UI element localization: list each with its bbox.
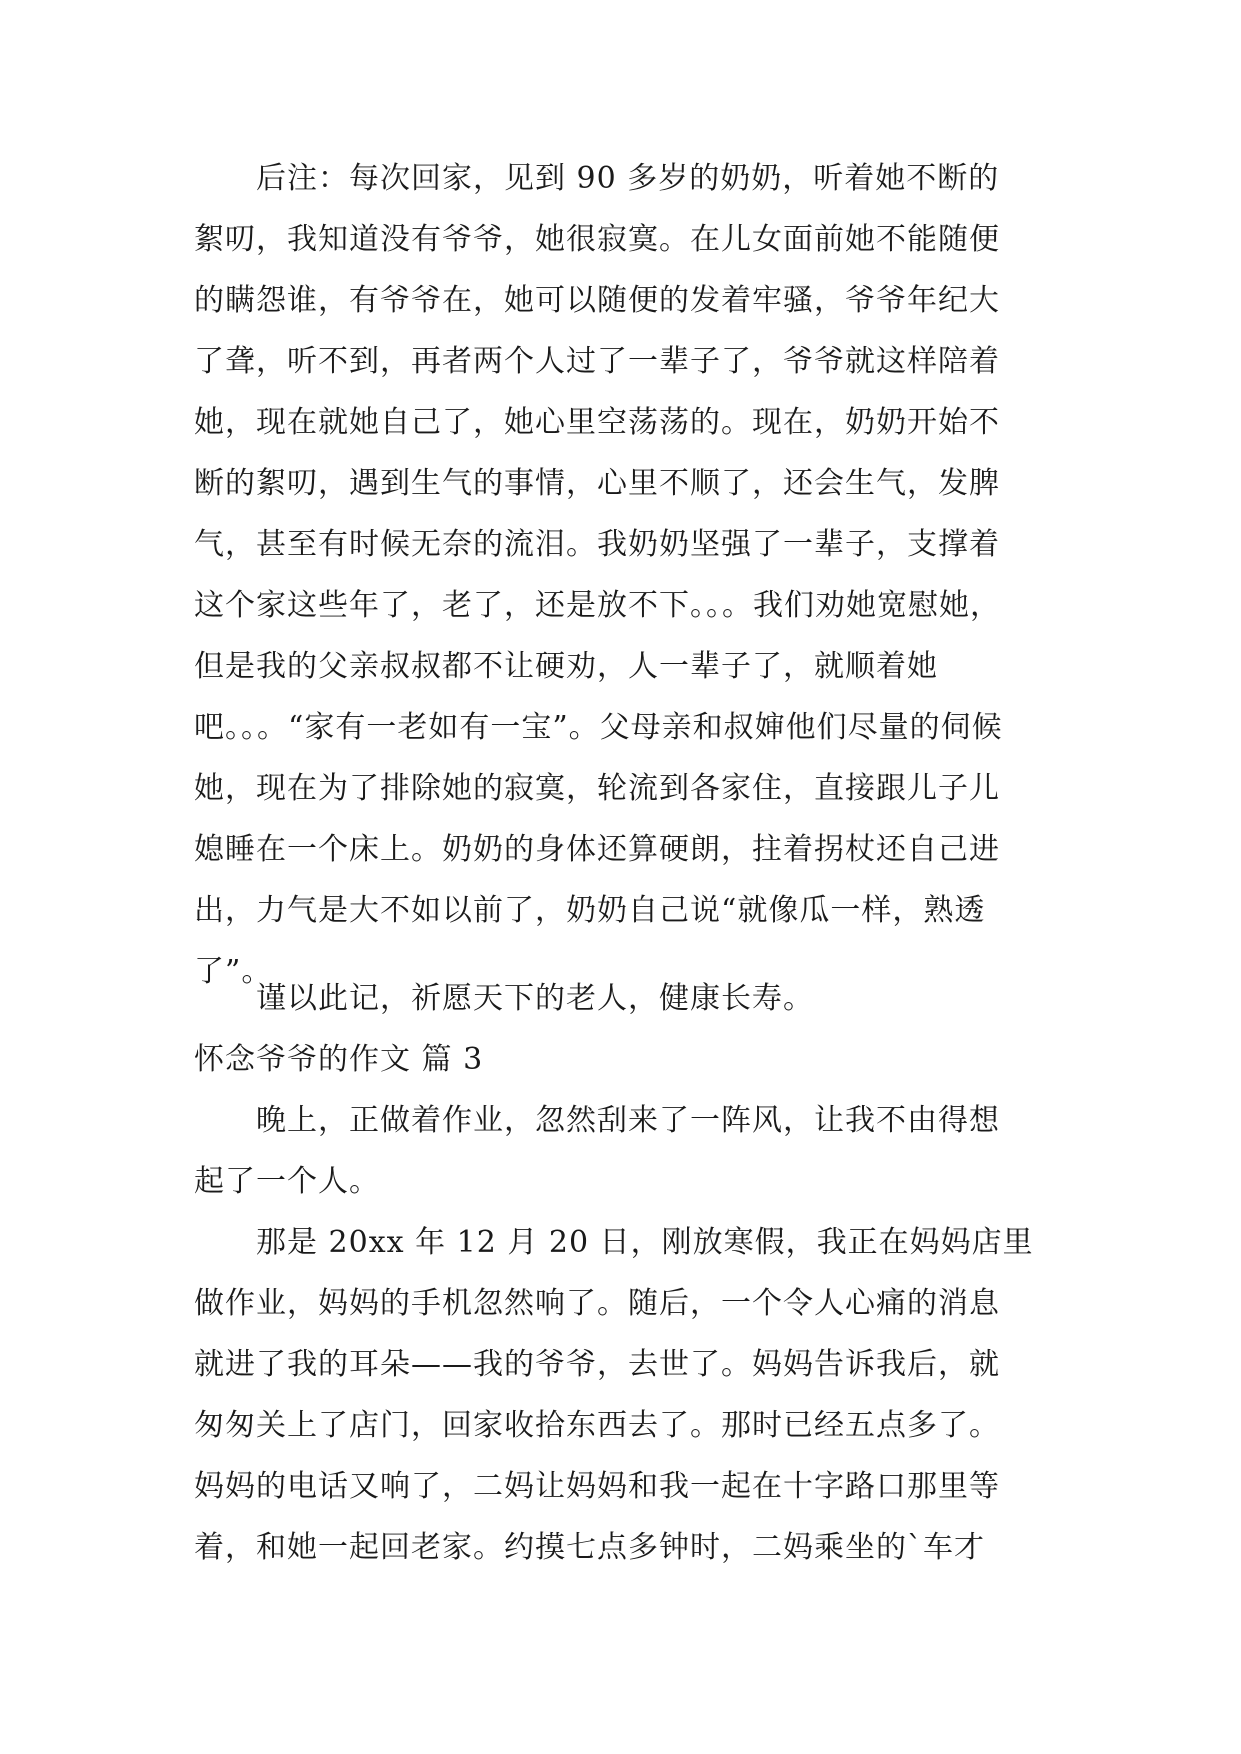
- paragraph-afterword: [194, 148, 1054, 1002]
- paragraph-line: 的瞒怨谁，有爷爷在，她可以随便的发着牢骚，爷爷年纪大: [194, 283, 1000, 318]
- section-title: [194, 1029, 1054, 1090]
- paragraph-dedication: [194, 968, 1054, 1029]
- paragraph-line: 做作业，妈妈的手机忽然响了。随后，一个令人心痛的消息: [194, 1286, 1000, 1321]
- section-heading: 怀念爷爷的作文 篇 3: [194, 1042, 484, 1077]
- paragraph-line: 媳睡在一个床上。奶奶的身体还算硬朗，拄着拐杖还自己进: [194, 832, 1000, 867]
- paragraph-line: 她，现在就她自己了，她心里空荡荡的。现在，奶奶开始不: [194, 405, 1000, 440]
- paragraph-line: 但是我的父亲叔叔都不让硬劝，人一辈子了，就顺着她: [194, 649, 938, 684]
- paragraph-line: 晚上，正做着作业，忽然刮来了一阵风，让我不由得想: [256, 1103, 1000, 1138]
- paragraph-line: 气，甚至有时候无奈的流泪。我奶奶坚强了一辈子，支撑着: [194, 527, 1000, 562]
- paragraph-line: 妈妈的电话又响了，二妈让妈妈和我一起在十字路口那里等: [194, 1469, 1000, 1504]
- paragraph-line: 起了一个人。: [194, 1164, 380, 1199]
- paragraph-story: [194, 1212, 1054, 1578]
- paragraph-line: 那是 20xx 年 12 月 20 日，刚放寒假，我正在妈妈店里: [256, 1225, 1034, 1260]
- paragraph-evening: [194, 1090, 1054, 1212]
- paragraph-line: 后注：每次回家，见到 90 多岁的奶奶，听着她不断的: [256, 161, 1000, 196]
- paragraph-line: 着，和她一起回老家。约摸七点多钟时，二妈乘坐的`车才: [194, 1530, 985, 1565]
- paragraph-line: 絮叨，我知道没有爷爷，她很寂寞。在儿女面前她不能随便: [194, 222, 1000, 257]
- paragraph-line: 了”。: [194, 954, 273, 989]
- paragraph-line: 就进了我的耳朵——我的爷爷，去世了。妈妈告诉我后，就: [194, 1347, 1000, 1382]
- paragraph-line: 了聋，听不到，再者两个人过了一辈子了，爷爷就这样陪着: [194, 344, 1000, 379]
- paragraph-line: 这个家这些年了，老了，还是放不下。。。我们劝她宽慰她，: [194, 588, 1001, 623]
- paragraph-line: 她，现在为了排除她的寂寞，轮流到各家住，直接跟儿子儿: [194, 771, 1000, 806]
- paragraph-line: 匆匆关上了店门，回家收拾东西去了。那时已经五点多了。: [194, 1408, 1000, 1443]
- paragraph-line: 吧。。。“家有一老如有一宝”。父母亲和叔婶他们尽量的伺候: [194, 710, 1003, 745]
- paragraph-line: 出，力气是大不如以前了，奶奶自己说“就像瓜一样，熟透: [194, 893, 986, 928]
- paragraph-line: 断的絮叨，遇到生气的事情，心里不顺了，还会生气，发脾: [194, 466, 1000, 501]
- paragraph-line: 谨以此记，祈愿天下的老人，健康长寿。: [256, 981, 814, 1016]
